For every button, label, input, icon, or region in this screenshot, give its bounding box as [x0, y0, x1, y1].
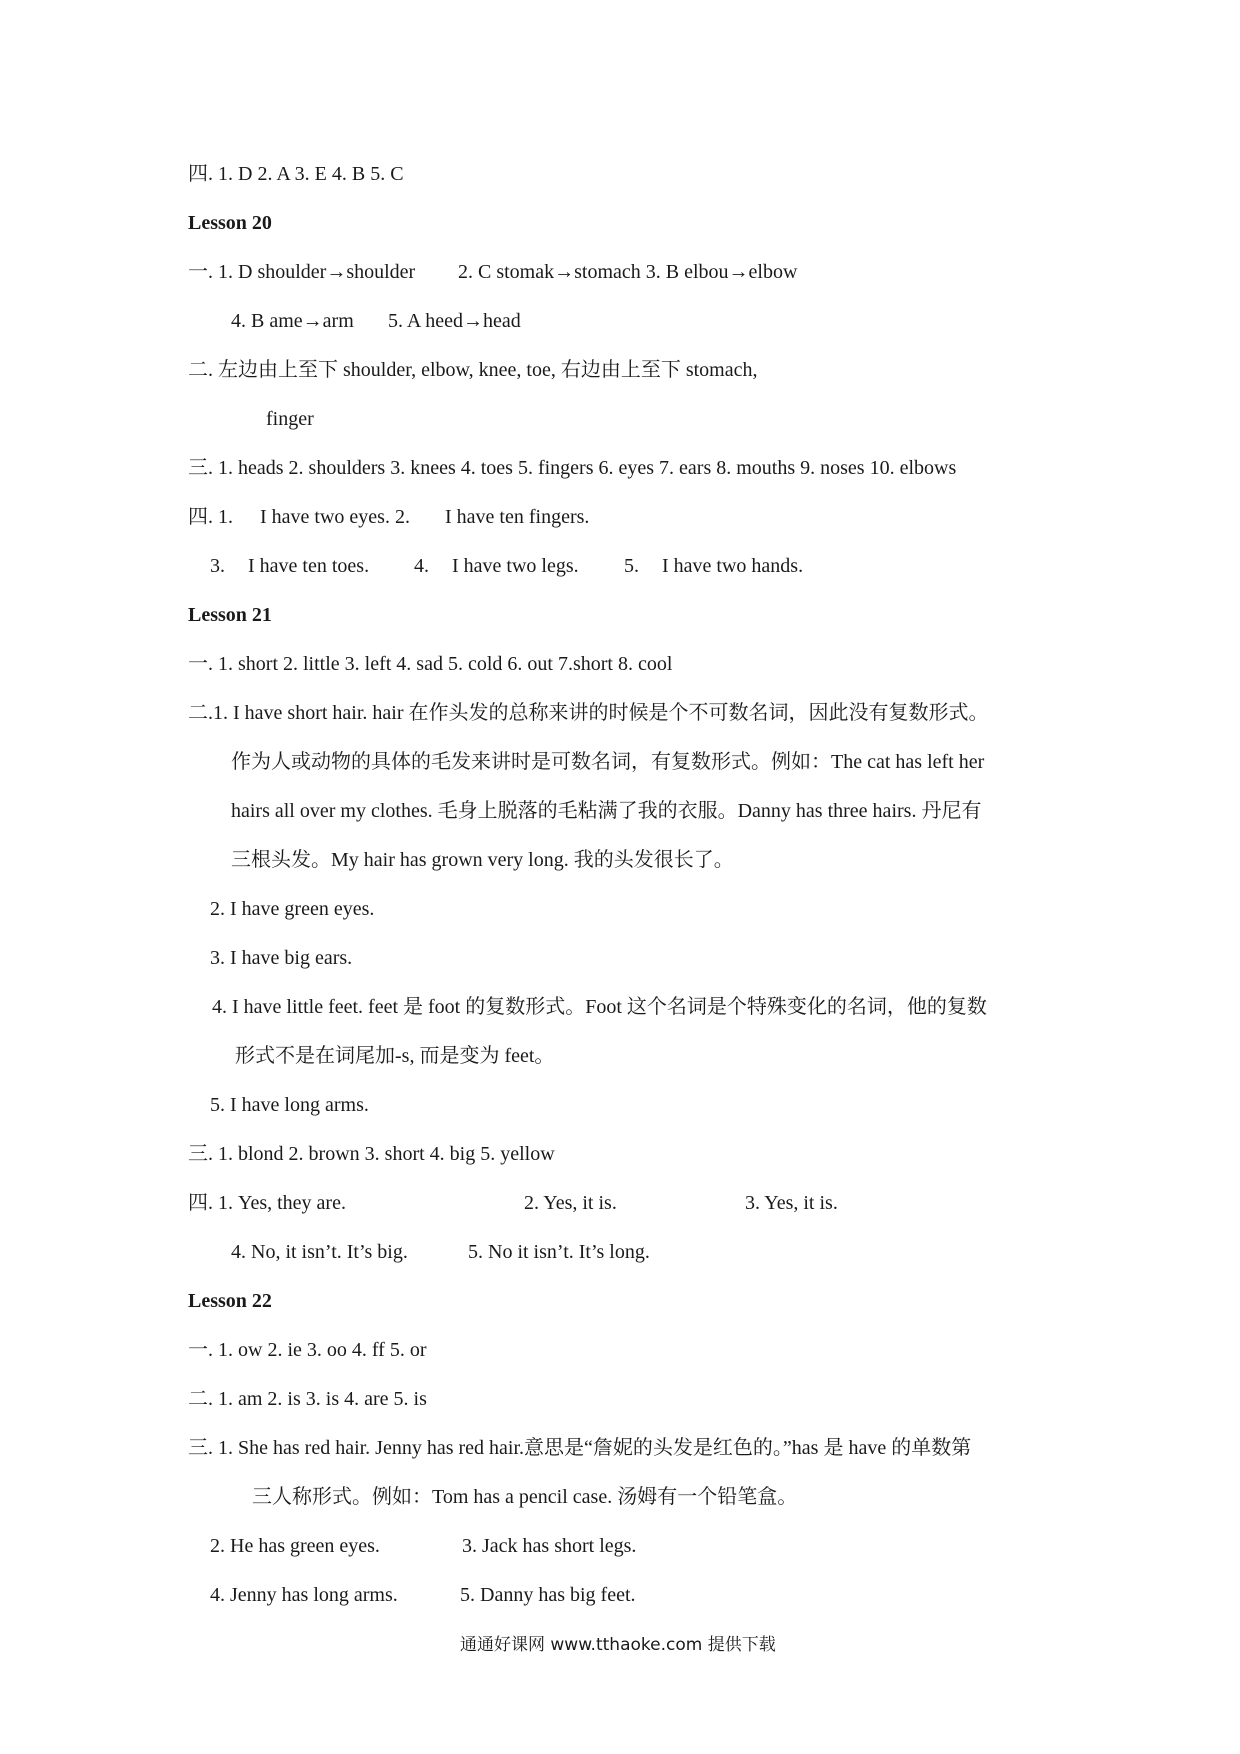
- answer-line: 3. I have big ears.: [210, 947, 353, 969]
- answer-line: 四. 1. Yes, they are.: [188, 1192, 346, 1214]
- answer-line: 形式不是在词尾加-s, 而是变为 feet。: [235, 1045, 555, 1067]
- answer-line: 5. No it isn’t. It’s long.: [468, 1241, 650, 1263]
- answer-line: 二. 左边由上至下 shoulder, elbow, knee, toe, 右边由上至下 stomach,: [188, 359, 758, 381]
- lesson-heading: Lesson 22: [188, 1290, 272, 1312]
- answer-line: 一. 1. short 2. little 3. left 4. sad 5. cold 6. out 7.short 8. cool: [188, 653, 673, 675]
- lesson-heading: Lesson 21: [188, 604, 272, 626]
- answer-line: 4. I have little feet. feet 是 foot 的复数形式。Foot 这个名词是个特殊变化的名词，他的复数: [212, 996, 987, 1018]
- answer-line: 4. B ame→arm: [231, 310, 354, 332]
- answer-line: 一. 1. ow 2. ie 3. oo 4. ff 5. or: [188, 1339, 427, 1361]
- answer-line: 5.: [624, 555, 639, 577]
- answer-line: I have ten fingers.: [445, 506, 590, 528]
- page-footer: 通通好课网 www.tthaoke.com 提供下载: [460, 1635, 776, 1655]
- answer-line: 5. A heed→head: [388, 310, 521, 332]
- answer-line: I have two hands.: [662, 555, 804, 577]
- answer-line: 作为人或动物的具体的毛发来讲时是可数名词，有复数形式。例如：The cat has left her: [231, 751, 985, 773]
- answer-line: 4.: [414, 555, 429, 577]
- answer-line: 三. 1. blond 2. brown 3. short 4. big 5. yellow: [188, 1143, 555, 1165]
- answer-line: 2. He has green eyes.: [210, 1535, 380, 1557]
- answer-line: 4. No, it isn’t. It’s big.: [231, 1241, 408, 1263]
- answer-line: 四. 1. D 2. A 3. E 4. B 5. C: [188, 163, 404, 185]
- answer-line: 3. Jack has short legs.: [462, 1535, 637, 1557]
- answer-line: 三人称形式。例如：Tom has a pencil case. 汤姆有一个铅笔盒。: [252, 1486, 798, 1508]
- answer-line: finger: [266, 408, 314, 430]
- answer-line: 四. 1.: [188, 506, 233, 528]
- answer-line: hairs all over my clothes. 毛身上脱落的毛粘满了我的衣服。Danny has three hairs. 丹尼有: [231, 800, 982, 822]
- answer-line: 3.: [210, 555, 225, 577]
- lesson-heading: Lesson 20: [188, 212, 272, 234]
- answer-line: 2. I have green eyes.: [210, 898, 375, 920]
- answer-line: 5. Danny has big feet.: [460, 1584, 636, 1606]
- answer-line: 二. 1. am 2. is 3. is 4. are 5. is: [188, 1388, 427, 1410]
- answer-line: 4. Jenny has long arms.: [210, 1584, 398, 1606]
- answer-line: 三. 1. She has red hair. Jenny has red hair.意思是“詹妮的头发是红色的。”has 是 have 的单数第: [188, 1437, 972, 1459]
- answer-line: 三根头发。My hair has grown very long. 我的头发很长了。: [231, 849, 734, 871]
- answer-line: I have ten toes.: [248, 555, 370, 577]
- answer-line: 5. I have long arms.: [210, 1094, 369, 1116]
- answer-line: 二.1. I have short hair. hair 在作头发的总称来讲的时候是个不可数名词，因此没有复数形式。: [188, 702, 989, 724]
- answer-line: I have two legs.: [452, 555, 579, 577]
- answer-line: I have two eyes. 2.: [260, 506, 410, 528]
- answer-line: 2. C stomak→stomach 3. B elbou→elbow: [458, 261, 798, 283]
- answer-line: 2. Yes, it is.: [524, 1192, 617, 1214]
- answer-line: 3. Yes, it is.: [745, 1192, 838, 1214]
- answer-line: 一. 1. D shoulder→shoulder: [188, 261, 416, 283]
- answer-line: 三. 1. heads 2. shoulders 3. knees 4. toes 5. fingers 6. eyes 7. ears 8. mouths 9. noses 10. elbows: [188, 457, 957, 479]
